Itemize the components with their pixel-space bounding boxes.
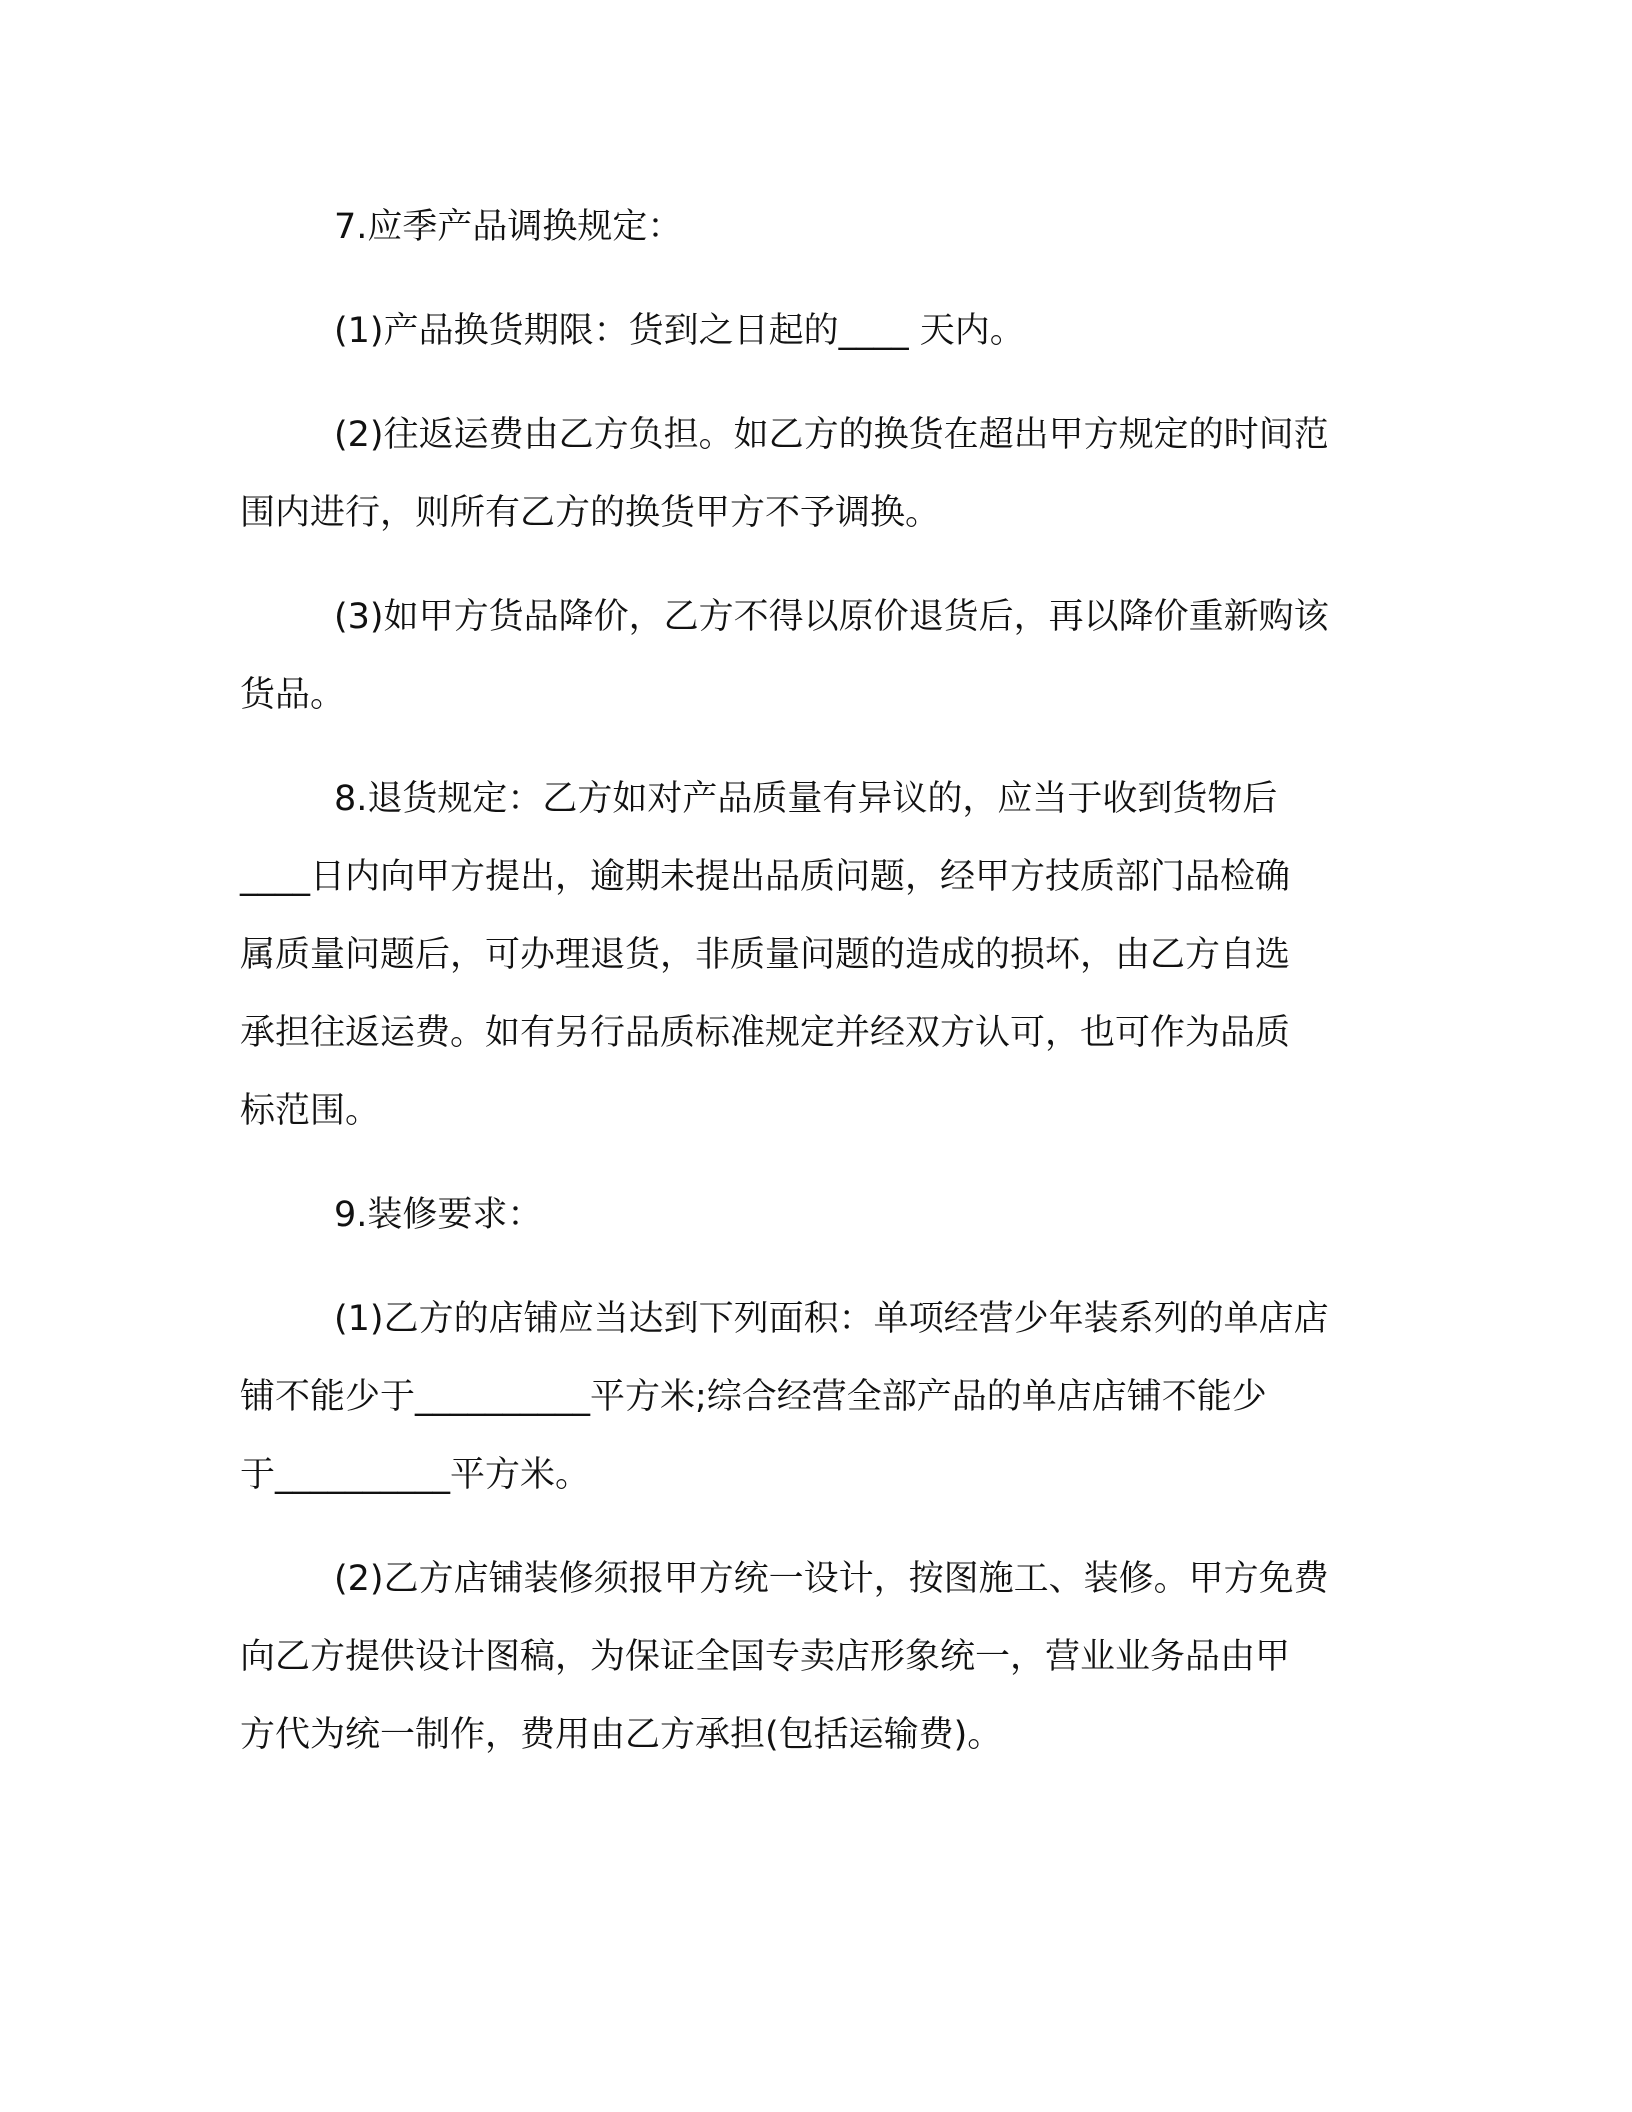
- text-line: (1)产品换货期限：货到之日起的____ 天内。: [334, 311, 1025, 351]
- text-line: ____日内向甲方提出，逾期未提出品质问题，经甲方技质部门品检确: [240, 857, 1291, 897]
- text-line: 承担往返运费。如有另行品质标准规定并经双方认可，也可作为品质: [240, 1013, 1291, 1053]
- paragraph-7-title: [240, 188, 1390, 266]
- paragraph-8: [240, 760, 1390, 1150]
- text-line: (3)如甲方货品降价，乙方不得以原价退货后，再以降价重新购该: [334, 597, 1329, 637]
- text-line: 方代为统一制作，费用由乙方承担(包括运输费)。: [240, 1715, 1003, 1755]
- text-line: 标范围。: [240, 1091, 381, 1131]
- paragraph-9-2: [240, 1540, 1390, 1774]
- text-line: 9.装修要求：: [334, 1195, 543, 1235]
- paragraph-9-title: [240, 1176, 1390, 1254]
- text-line: 向乙方提供设计图稿，为保证全国专卖店形象统一，营业业务品由甲: [240, 1637, 1291, 1677]
- text-line: (2)乙方店铺装修须报甲方统一设计，按图施工、装修。甲方免费: [334, 1559, 1329, 1599]
- text-line: 7.应季产品调换规定：: [334, 207, 683, 247]
- text-line: 属质量问题后，可办理退货，非质量问题的造成的损坏，由乙方自选: [240, 935, 1291, 975]
- paragraph-7-1: [240, 292, 1390, 370]
- paragraph-7-3: [240, 578, 1390, 734]
- text-line: (1)乙方的店铺应当达到下列面积：单项经营少年装系列的单店店: [334, 1299, 1329, 1339]
- text-line: 围内进行，则所有乙方的换货甲方不予调换。: [240, 493, 941, 533]
- text-line: (2)往返运费由乙方负担。如乙方的换货在超出甲方规定的时间范: [334, 415, 1329, 455]
- text-line: 于__________平方米。: [240, 1455, 591, 1495]
- text-line: 铺不能少于__________平方米;综合经营全部产品的单店店铺不能少: [240, 1377, 1267, 1417]
- text-line: 货品。: [240, 675, 346, 715]
- text-line: 8.退货规定：乙方如对产品质量有异议的，应当于收到货物后: [334, 779, 1278, 819]
- paragraph-9-1: [240, 1280, 1390, 1514]
- paragraph-7-2: [240, 396, 1390, 552]
- document-body: [240, 188, 1390, 1800]
